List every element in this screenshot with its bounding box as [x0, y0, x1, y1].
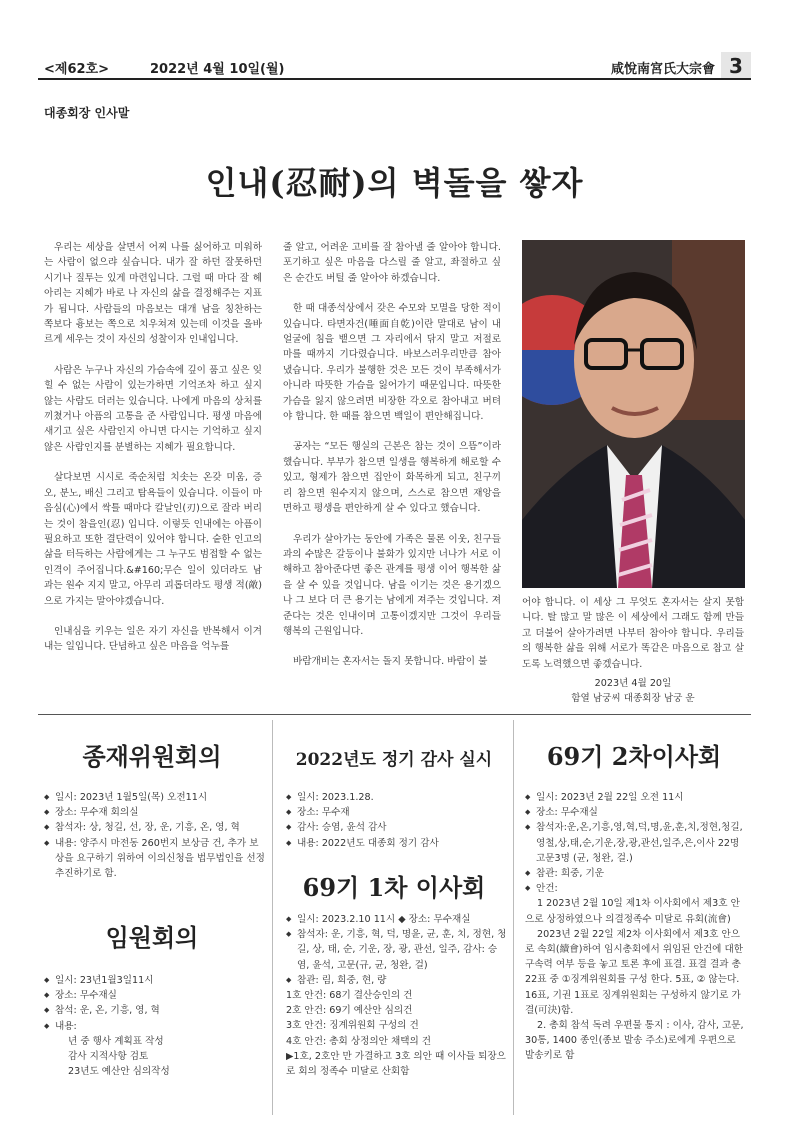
list-item: 2023년 2월 22일 제2차 이사회에서 제3호 안으로 속회(續會)하여 임시총회에서 위임된 안건에 대한 구속력 여부 등을 놓고 토론 후에 표결. 표결 결과 총 22표 중 ①징계위원회를 구성 한다. 5표, ② 않는다. 16표, 기권 1표로 징계위원회는 구성하지 않기로 가결(可決)함.	[525, 928, 744, 1016]
list-item: ◆ 일시: 2023년 2월 22일 오전 11시	[525, 790, 747, 805]
paragraph: 어야 합니다. 이 세상 그 무엇도 혼자서는 살지 못합니다. 탈 많고 말 많은 이 세상에서 그래도 함께 만들고 더불어 살아가려면 나부터 참아야 합니다. 우리들의 행복한 삶을 위해 서로가 똑같은 마음으로 참고 살도록 노력했으면 좋겠습니다.	[522, 597, 744, 670]
paragraph: 바람개비는 혼자서는 돌지 못합니다. 바람이 불	[293, 656, 488, 668]
section-label: 대종회장 인사말	[44, 106, 130, 120]
b3-list	[286, 790, 508, 851]
b2-list	[44, 973, 266, 1079]
article-column-1	[44, 240, 262, 670]
list-item: 23년도 예산안 심의작성	[68, 1066, 170, 1078]
paragraph: 공자는 “모든 행실의 근본은 참는 것이 으뜸”이라 했습니다. 부부가 참으면 일생을 행복하게 해로할 수 있고, 형제가 참으면 집안이 화목하게 되고, 친구끼리 참으면 원수지지 않으며, 스스로 참으면 재앙을 면하고 평생을 편안하게 살 수 있다고 했습니다.	[283, 441, 501, 515]
article-column-2	[283, 240, 501, 685]
page-number: 3	[721, 52, 751, 80]
list-item: ◆ 참석자:운,온,기흥,영,혁,덕,명,윤,훈,치,정현,청길,영철,상,태,순,기운,장,광,관선,일주,은,이사 22명 고문3명 (균, 청완, 걸.)	[525, 820, 747, 866]
list-item: 1호 안건: 68기 결산승인의 건	[286, 990, 413, 1002]
list-item: 4호 안건: 총회 상정의안 채택의 건	[286, 1035, 432, 1047]
header-rule	[38, 78, 751, 80]
b4-heading: 69기 1차 이사회	[302, 873, 486, 902]
b4-list	[286, 912, 508, 1079]
b5-list	[525, 790, 747, 1064]
list-item: ◆ 참석: 운, 온, 기흥, 영, 혁	[44, 1003, 266, 1018]
b1-heading: 종재위원회의	[82, 742, 222, 771]
b3-heading: 2022년도 정기 감사 실시	[295, 750, 493, 770]
column-rule	[272, 720, 273, 1115]
paragraph: 줄 알고, 어려운 고비를 잘 참아낼 줄 알아야 합니다. 포기하고 싶은 마음을 다스릴 줄 알고, 좌절하고 싶은 순간도 버틸 줄 알아야 하겠습니다.	[283, 242, 501, 284]
list-item: ◆ 일시: 2023.2.10 11시 ◆ 장소: 무수재실	[286, 912, 508, 927]
issue-date: 2022년 4월 10일(월)	[150, 62, 285, 77]
signoff-name: 함열 남궁씨 대종회장 남궁 운	[571, 693, 695, 705]
list-item: ▶1호, 2호안 만 가결하고 3호 의안 때 이사들 퇴장으로 회의 정족수 미달로 산회함	[286, 1050, 506, 1078]
list-item: 2호 안건: 69기 예산안 심의건	[286, 1005, 413, 1017]
list-item: ◆ 안건:	[525, 881, 747, 896]
paragraph: 한 때 대종석상에서 갖은 수모와 모멸을 당한 적이 있습니다. 타면자건(唾面自乾)이란 말대로 남이 내 얼굴에 침을 뱉으면 그 자리에서 닦지 말고 저절로 마를 때까지 기다렸습니다. 바보스러우리만큼 참아냈습니다. 우리가 불행한 것은 모든 것이 부족해서가 아니라 따뜻한 가슴을 잃어가기 때문입니다. 따뜻한 가슴을 잃지 않으려면 비장한 각오로 참아내고 버텨야 합니다. 한 때를 참으면 백일이 편안해집니다.	[283, 303, 501, 423]
list-item: ◆ 내용:	[44, 1019, 266, 1034]
list-item: ◆ 참석자: 운, 기흥, 혁, 덕, 명윤, 균, 훈, 치, 정현, 청길, 상, 태, 순, 기운, 장, 광, 관선, 일주, 감사: 승염, 윤석, 고문(규, 균, 청완, 걸)	[286, 927, 508, 973]
article-column-3	[522, 595, 744, 707]
list-item: 감사 지적사항 검토	[68, 1051, 149, 1063]
list-item: ◆ 내용: 2022년도 대종회 정기 감사	[286, 836, 508, 851]
list-item: ◆ 일시: 23년1월3일11시	[44, 973, 266, 988]
list-item: ◆ 장소: 무수재	[286, 805, 508, 820]
list-item: ◆ 장소: 무수재 회의실	[44, 805, 266, 820]
list-item: 3호 안건: 징계위원회 구성의 건	[286, 1020, 419, 1032]
list-item: ◆ 참관: 림, 희중, 현, 량	[286, 973, 508, 988]
list-item: 1 2023년 2월 10일 제1차 이사회에서 제3호 안으로 상정하였으나 의결정족수 미달로 유회(流會)	[525, 898, 740, 925]
signoff-date: 2023년 4월 20일	[594, 678, 672, 690]
paragraph: 살다보면 시시로 죽순처럼 치솟는 온갖 미움, 증오, 분노, 배신 그리고 탐욕들이 있습니다. 이들이 마음심(心)에서 싹틀 때마다 칼날인(刃)으로 잘라 버리는 것이 참을인(忍) 입니다. 이렇듯 인내에는 아픔이 필요하고 또한 결단력이 있어야 합니다. 숱한 인고의 삶을 터득하는 사람에게는 그 누구도 범접할 수 없는 인격이 주어집니다.&#160;무슨 일이 있더라도 남과는 원수 지지 말고, 아무리 괴롭더라도 평생 적(敵)으로 가지는 말아야겠습니다.	[44, 472, 262, 607]
list-item: ◆ 내용: 양주시 마전동 260번지 보상금 건, 추가 보상을 요구하기 위하여 이의신청을 법무법인을 선정 추진하기로 함.	[44, 836, 266, 882]
column-rule	[513, 720, 514, 1115]
issue-number: <제62호>	[44, 62, 109, 77]
list-item: ◆ 장소: 무수재실	[44, 988, 266, 1003]
page-header	[38, 54, 751, 80]
list-item: ◆ 참석자: 상, 청길, 선, 장, 운, 기흥, 온, 영, 혁	[44, 820, 266, 835]
portrait-image	[522, 240, 745, 588]
paragraph: 우리가 살아가는 동안에 가족은 물론 이웃, 친구들과의 수많은 갈등이나 불화가 있지만 너나가 서로 이해하고 참아준다면 좋은 관계를 평생 이어 행복한 삶을 살 수 있을 것입니다. 남을 이기는 것은 용기겠으나 그 보다 더 큰 용기는 남에게 져주는 것입니다. 져준다는 것은 인내이며 고통이겠지만 그것이 우리들 행복의 근원입니다.	[283, 533, 501, 637]
list-item: ◆ 장소: 무수재실	[525, 805, 747, 820]
b5-heading: 69기 2차이사회	[546, 742, 722, 771]
section-divider	[38, 714, 751, 715]
president-portrait	[522, 240, 745, 588]
list-item: ◆ 일시: 2023.1.28.	[286, 790, 508, 805]
list-item: ◆ 일시: 2023년 1월5일(목) 오전11시	[44, 790, 266, 805]
paragraph: 우리는 세상을 살면서 어찌 나를 싫어하고 미워하는 사람이 없으랴 싶습니다. 내가 잘 하던 잘못하던 시기나 질투는 있게 마련입니다. 그럴 때 마다 잘 헤아리는 지혜가 바로 나 자신의 삶을 결정해주는 지표가 됩니다. 사람들의 마음보는 대개 남을 칭찬하는 쪽보다 흉보는 쪽으로 치우쳐져 있는데 이것을 올바르게 세우는 것이 자신의 성찰이자 인내입니다.	[44, 242, 262, 346]
publisher-name: 咸悅南宮氏大宗會	[610, 62, 715, 77]
paragraph: 사람은 누구나 자신의 가슴속에 깊이 품고 싶은 잊힐 수 없는 사람이 있는가하면 기억조차 하고 싶지 않는 사람도 더러는 있습니다. 나에게 마음의 상처를 끼쳤거나 아픔의 고통을 준 사람입니다. 평생 마음에 새기고 싶은 사람인지 아니면 다시는 기억하고 싶지 않은 사람인지를 분별하는 지혜가 필요합니다.	[44, 364, 262, 453]
signoff	[522, 676, 744, 707]
list-item: ◆ 감사: 승염, 윤석 감사	[286, 820, 508, 835]
list-item: ◆ 참관: 희중, 기운	[525, 866, 747, 881]
paragraph: 인내심을 키우는 일은 자기 자신을 반복해서 이겨내는 일입니다. 단념하고 싶은 마음을 억누를	[44, 625, 262, 653]
article-title: 인내(忍耐)의 벽돌을 쌓자	[205, 164, 584, 202]
b1-list	[44, 790, 266, 881]
list-item: 년 중 행사 계획표 작성	[68, 1035, 164, 1047]
b2-heading: 임원회의	[105, 923, 199, 952]
list-item: 2. 총회 참석 독려 우편물 통지 : 이사, 감사, 고문, 30통, 1400 종인(종보 발송 주소)로에게 우편으로 발송키로 함	[525, 1020, 744, 1062]
